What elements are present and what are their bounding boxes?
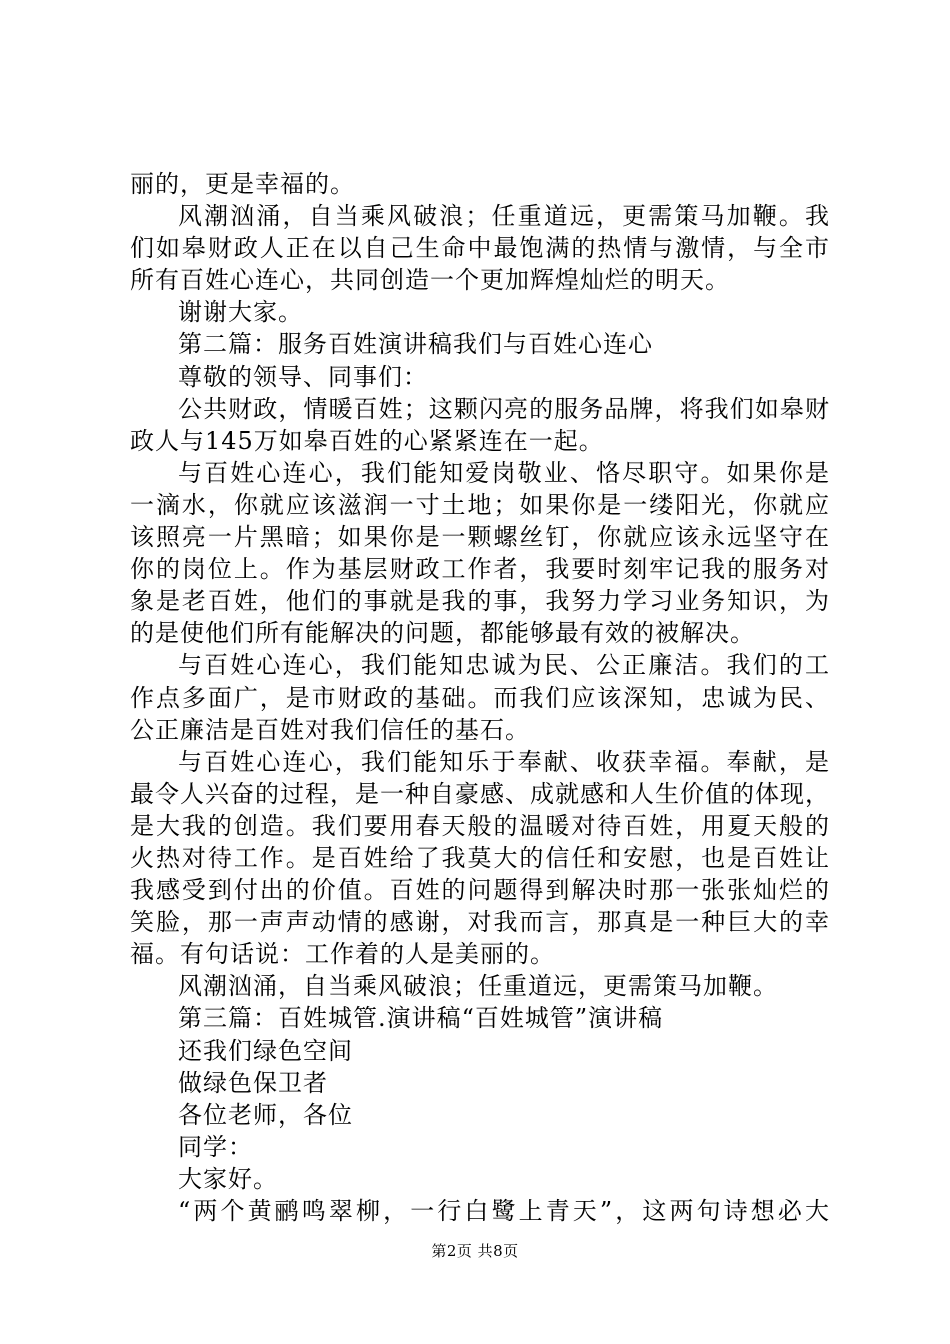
text-line: 风潮汹涌，自当乘风破浪；任重道远，更需策马加鞭。我 bbox=[178, 202, 830, 231]
text-line: 所有百姓心连心，共同创造一个更加辉煌灿烂的明天。 bbox=[130, 266, 730, 295]
text-line: 你的岗位上。作为基层财政工作者，我要时刻牢记我的服务对 bbox=[130, 555, 830, 584]
text-line: 做绿色保卫者 bbox=[178, 1068, 328, 1097]
text-line: 一滴水，你就应该滋润一寸土地；如果你是一缕阳光，你就应 bbox=[130, 490, 830, 519]
text-line: 与百姓心连心，我们能知爱岗敬业、恪尽职守。如果你是 bbox=[178, 458, 830, 487]
text-line: 最令人兴奋的过程，是一种自豪感、成就感和人生价值的体现， bbox=[130, 779, 830, 808]
text-line: 是大我的创造。我们要用春天般的温暖对待百姓，用夏天般的 bbox=[130, 811, 830, 840]
text-line: 风潮汹涌，自当乘风破浪；任重道远，更需策马加鞭。 bbox=[178, 972, 778, 1001]
text-line: 公共财政，情暖百姓；这颗闪亮的服务品牌，将我们如皋财 bbox=[178, 394, 830, 423]
text-line: 大家好。 bbox=[178, 1164, 278, 1193]
text-line: 笑脸，那一声声动情的感谢，对我而言，那真是一种巨大的幸 bbox=[130, 908, 830, 937]
text-line: 谢谢大家。 bbox=[178, 298, 303, 327]
text-line: “两个黄鹂鸣翠柳，一行白鹭上青天”，这两句诗想必大 bbox=[178, 1197, 830, 1225]
text-line: 政人与145万如皋百姓的心紧紧连在一起。 bbox=[130, 426, 604, 455]
page-footer: 第2页 共8页 bbox=[431, 1242, 519, 1260]
text-line: 火热对待工作。是百姓给了我莫大的信任和安慰，也是百姓让 bbox=[130, 843, 830, 872]
text-line: 的是使他们所有能解决的问题，都能够最有效的被解决。 bbox=[130, 619, 755, 648]
text-line: 还我们绿色空间 bbox=[178, 1036, 353, 1065]
body-text bbox=[130, 168, 830, 1227]
text-line: 与百姓心连心，我们能知乐于奉献、收获幸福。奉献，是 bbox=[178, 747, 830, 776]
section-heading: 第二篇：服务百姓演讲稿我们与百姓心连心 bbox=[178, 330, 653, 359]
text-line: 各位老师，各位 bbox=[178, 1100, 353, 1129]
section-heading: 第三篇：百姓城管.演讲稿“百姓城管”演讲稿 bbox=[178, 1004, 664, 1033]
text-line: 丽的，更是幸福的。 bbox=[130, 170, 355, 198]
text-line: 同学： bbox=[178, 1132, 253, 1161]
text-line: 该照亮一片黑暗；如果你是一颗螺丝钉，你就应该永远坚守在 bbox=[130, 523, 830, 552]
text-line: 公正廉洁是百姓对我们信任的基石。 bbox=[130, 715, 530, 744]
text-line: 福。有句话说：工作着的人是美丽的。 bbox=[130, 940, 555, 969]
text-line: 作点多面广，是市财政的基础。而我们应该深知，忠诚为民、 bbox=[130, 683, 830, 712]
salutation: 尊敬的领导、同事们： bbox=[178, 362, 428, 391]
text-line: 象是老百姓，他们的事就是我的事，我努力学习业务知识，为 bbox=[130, 587, 830, 616]
text-line: 与百姓心连心，我们能知忠诚为民、公正廉洁。我们的工 bbox=[178, 651, 830, 680]
text-line: 我感受到付出的价值。百姓的问题得到解决时那一张张灿烂的 bbox=[130, 876, 830, 905]
text-line: 们如皋财政人正在以自己生命中最饱满的热情与激情，与全市 bbox=[130, 234, 830, 263]
